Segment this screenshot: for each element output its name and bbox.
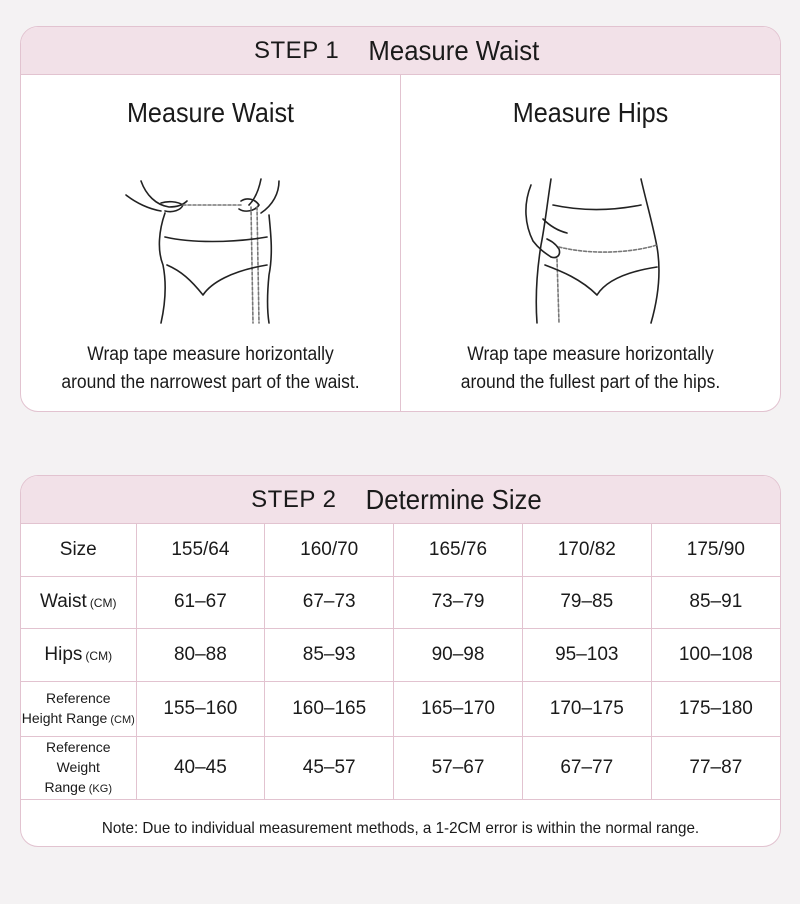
table-row-height bbox=[21, 681, 780, 736]
table-cell: 175/90 bbox=[651, 524, 780, 576]
table-cell: 61–67 bbox=[136, 576, 265, 628]
table-cell: 77–87 bbox=[651, 736, 780, 799]
table-cell: 160–165 bbox=[265, 681, 394, 736]
hips-measure-illustration bbox=[501, 175, 681, 325]
size-note: Note: Due to individual measurement methods, a 1-2CM error is within the normal range. bbox=[101, 819, 700, 837]
table-cell: 95–103 bbox=[522, 628, 651, 681]
table-cell: 160/70 bbox=[265, 524, 394, 576]
row-header-weight-line1: Reference bbox=[45, 738, 111, 755]
row-header-hips-unit: (CM) bbox=[85, 648, 113, 663]
step2-title: Determine Size bbox=[366, 483, 543, 515]
table-cell: 67–73 bbox=[265, 576, 394, 628]
table-cell: 79–85 bbox=[522, 576, 651, 628]
measure-hips-panel bbox=[400, 75, 780, 411]
table-row-size bbox=[21, 524, 780, 576]
table-cell: 165–170 bbox=[394, 681, 523, 736]
row-header-hips bbox=[21, 628, 136, 681]
row-header-height-line1: Reference bbox=[45, 689, 111, 706]
table-row-hips bbox=[21, 628, 780, 681]
table-cell: 73–79 bbox=[394, 576, 523, 628]
step1-card bbox=[20, 26, 781, 412]
row-header-waist bbox=[21, 576, 136, 628]
size-table bbox=[21, 524, 780, 800]
row-header-waist-unit: (CM) bbox=[89, 596, 117, 610]
row-header-hips-label: Hips bbox=[44, 643, 83, 665]
table-cell: 85–91 bbox=[651, 576, 780, 628]
measure-waist-desc-line1: Wrap tape measure horizontally bbox=[87, 344, 334, 365]
table-cell: 165/76 bbox=[394, 524, 523, 576]
table-cell: 175–180 bbox=[651, 681, 780, 736]
measure-waist-desc-line2: around the narrowest part of the waist. bbox=[61, 372, 360, 393]
row-header-waist-label: Waist bbox=[40, 591, 87, 612]
table-cell: 40–45 bbox=[136, 736, 265, 799]
table-cell: 170/82 bbox=[522, 524, 651, 576]
row-header-height-unit: (CM) bbox=[110, 713, 135, 726]
step2-card bbox=[20, 475, 781, 847]
table-cell: 100–108 bbox=[651, 628, 780, 681]
measure-hips-title: Measure Hips bbox=[512, 97, 669, 128]
step2-header bbox=[21, 476, 780, 524]
table-row-weight bbox=[21, 736, 780, 799]
table-cell: 85–93 bbox=[265, 628, 394, 681]
step1-title: Measure Waist bbox=[368, 34, 540, 66]
table-cell: 57–67 bbox=[394, 736, 523, 799]
table-cell: 67–77 bbox=[522, 736, 651, 799]
row-header-weight bbox=[21, 736, 136, 799]
row-header-size: Size bbox=[21, 524, 136, 576]
step1-label: STEP 1 bbox=[254, 36, 340, 64]
measure-hips-desc bbox=[416, 341, 765, 397]
row-header-weight-line2: Weight Range bbox=[44, 758, 100, 795]
table-cell: 155/64 bbox=[136, 524, 265, 576]
table-cell: 80–88 bbox=[136, 628, 265, 681]
measure-waist-title: Measure Waist bbox=[126, 97, 295, 128]
table-cell: 170–175 bbox=[522, 681, 651, 736]
measure-waist-desc bbox=[36, 341, 385, 397]
row-header-height-line2: Height Range bbox=[21, 709, 108, 726]
table-cell: 45–57 bbox=[265, 736, 394, 799]
waist-measure-illustration bbox=[121, 175, 301, 325]
measure-waist-panel bbox=[21, 75, 400, 411]
step1-header bbox=[21, 27, 780, 75]
table-row-waist bbox=[21, 576, 780, 628]
row-header-weight-unit: (KG) bbox=[88, 782, 112, 795]
measure-hips-desc-line2: around the fullest part of the hips. bbox=[460, 372, 721, 393]
table-cell: 90–98 bbox=[394, 628, 523, 681]
table-cell: 155–160 bbox=[136, 681, 265, 736]
step2-label: STEP 2 bbox=[251, 485, 337, 513]
row-header-height bbox=[21, 681, 136, 736]
measure-hips-desc-line1: Wrap tape measure horizontally bbox=[467, 344, 714, 365]
